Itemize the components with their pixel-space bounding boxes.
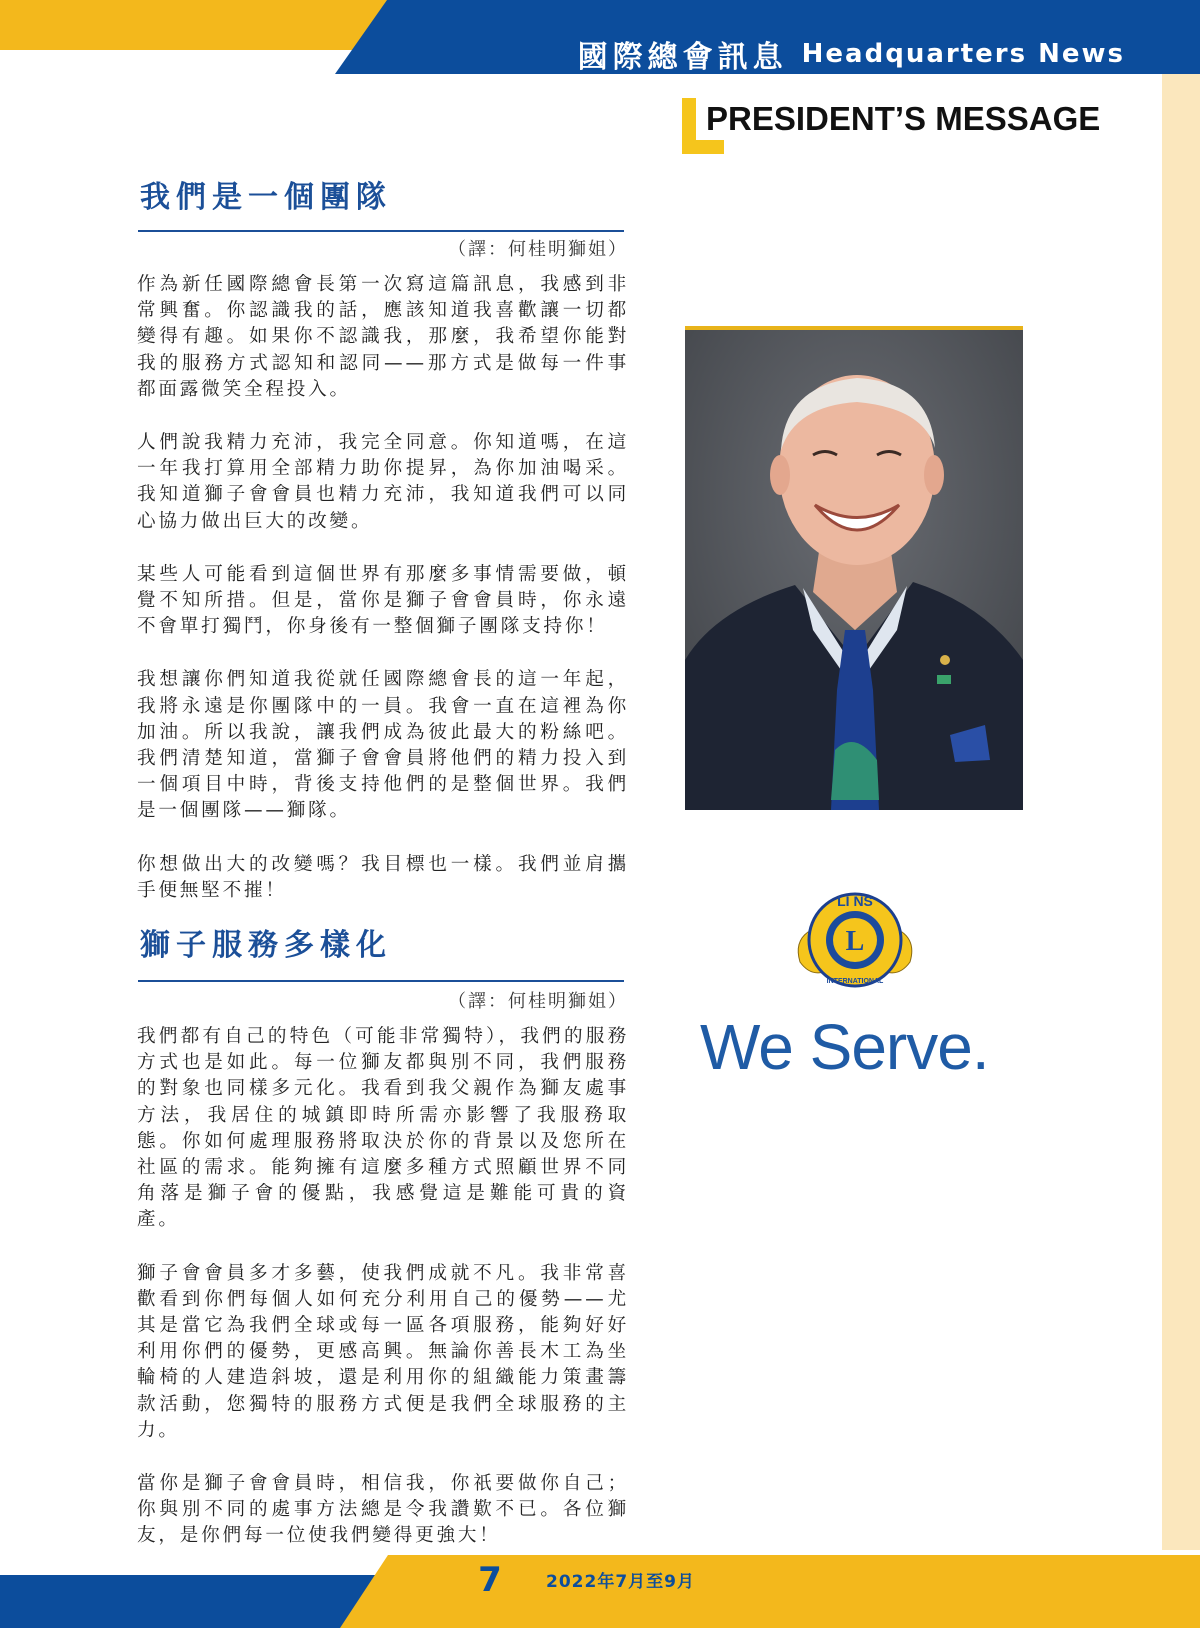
article-body (137, 272, 629, 931)
we-serve-slogan: We Serve. (700, 1011, 989, 1083)
header-title-english: Headquarters News (801, 39, 1125, 69)
logo-center-letter: L (845, 926, 865, 957)
page-number: 7 (478, 1560, 502, 1600)
lions-clubs-logo (790, 880, 920, 1002)
paragraph: 某些人可能看到這個世界有那麼多事情需要做，頓覺不知所措。但是，當你是獅子會會員時，你永遠不會單打獨鬥，你身後有一整個獅子團隊支持你！ (137, 563, 629, 638)
paragraph: 作為新任國際總會長第一次寫這篇訊息，我感到非常興奮。你認識我的話，應該知道我喜歡讓一切都變得有趣。如果你不認識我，那麼，我希望你能對我的服務方式認知和認同——那方式是做每一件事都面露微笑全程投入。 (137, 274, 629, 400)
logo-ring-top-text: LI NS (837, 893, 873, 909)
footer-yellow-band (340, 1555, 1200, 1628)
translator-credit: （譯：何桂明獅姐） (448, 239, 628, 260)
issue-date: 2022年7月至9月 (546, 1572, 695, 1592)
article-body (137, 1024, 629, 1577)
translator-credit: （譯：何桂明獅姐） (448, 991, 628, 1012)
section-label-bracket-foot (682, 140, 724, 154)
paragraph: 人們說我精力充沛，我完全同意。你知道嗎，在這一年我打算用全部精力助你提昇，為你加油喝采。我知道獅子會會員也精力充沛，我知道我們可以同心協力做出巨大的改變。 (137, 432, 629, 532)
title-underline (138, 980, 624, 982)
paragraph: 你想做出大的改變嗎？我目標也一樣。我們並肩攜手便無堅不摧！ (137, 853, 629, 901)
paragraph: 獅子會會員多才多藝，使我們成就不凡。我非常喜歡看到你們每個人如何充分利用自己的優勢——尤其是當它為我們全球或每一區各項服務，能夠好好利用你們的優勢，更感高興。無論你善長木工為坐輪椅的人建造斜坡，還是利用你的組織能力策畫籌款活動，您獨特的服務方式便是我們全球服務的主力。 (137, 1262, 629, 1441)
header-yellow-band (0, 0, 420, 50)
paragraph: 我想讓你們知道我從就任國際總會長的這一年起，我將永遠是你團隊中的一員。我會一直在這裡為你加油。所以我說，讓我們成為彼此最大的粉絲吧。我們清楚知道，當獅子會會員將他們的精力投入到一個項目中時，背後支持他們的是整個世界。我們是一個團隊——獅隊。 (137, 669, 629, 822)
portrait-illustration (685, 330, 1023, 810)
article-title: 我們是一個團隊 (140, 180, 392, 215)
title-underline (138, 230, 624, 232)
logo-ring-bottom-text: INTERNATIONAL (826, 978, 884, 985)
header-title (550, 34, 1125, 74)
section-label: PRESIDENT’S MESSAGE (706, 100, 1101, 137)
paragraph: 我們都有自己的特色（可能非常獨特），我們的服務方式也是如此。每一位獅友都與別不同，我們服務的對象也同樣多元化。我看到我父親作為獅友處事方法，我居住的城鎮即時所需亦影響了我服務取態。你如何處理服務將取決於你的背景以及您所在社區的需求。能夠擁有這麼多種方式照顧世界不同角落是獅子會的優點，我感覺這是難能可貴的資產。 (137, 1026, 629, 1231)
header-title-chinese: 國際總會訊息 (577, 40, 788, 75)
paragraph: 當你是獅子會會員時，相信我，你祇要做你自己；你與別不同的處事方法總是令我讚歎不已。各位獅友，是你們每一位使我們變得更強大！ (137, 1473, 629, 1547)
right-edge-stripe (1162, 70, 1200, 1550)
president-portrait-photo (685, 330, 1023, 810)
lions-emblem (790, 880, 920, 1002)
article-title: 獅子服務多樣化 (140, 928, 392, 963)
